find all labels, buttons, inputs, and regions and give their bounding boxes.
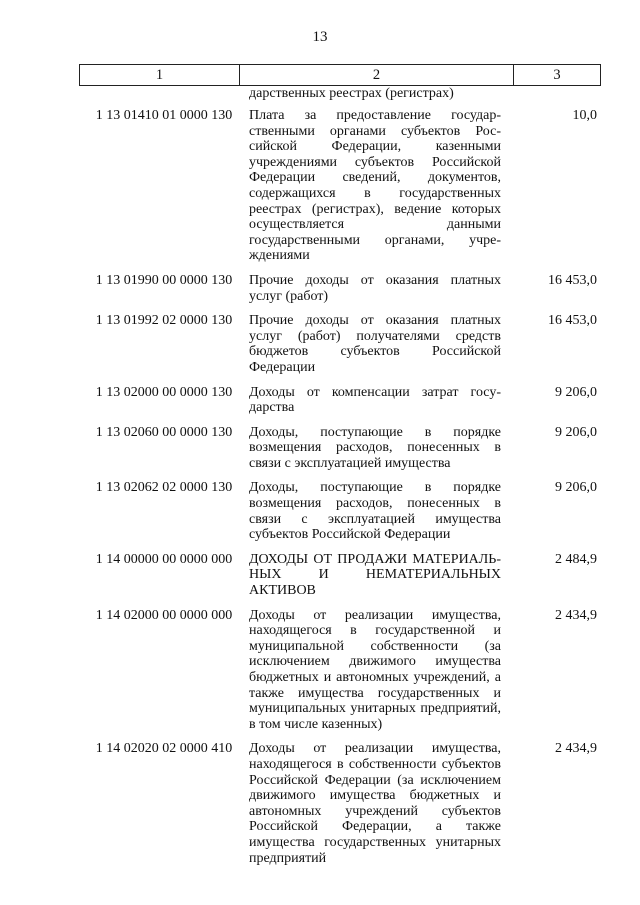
table-row (79, 385, 601, 416)
table-row (79, 741, 601, 866)
budget-code: 1 13 01990 00 0000 130 (95, 272, 233, 288)
table-row (79, 608, 601, 733)
revenue-description: Прочие доходы от оказания платных услуг (работ) (249, 272, 501, 304)
budget-code: 1 13 02000 00 0000 130 (95, 384, 233, 400)
budget-code: 1 13 02060 00 0000 130 (95, 424, 233, 440)
revenue-description: Прочие доходы от оказания платных услуг (работ) получателями средств бюджетов субъектов Российской Федерации (249, 313, 501, 375)
continued-description-text: дарственных реестрах (регистрах) (249, 86, 454, 101)
revenue-amount: 16 453,0 (548, 272, 597, 288)
revenue-amount: 10,0 (572, 108, 597, 123)
revenue-table-body (79, 108, 601, 875)
column-header-2: 2 (240, 65, 514, 85)
column-header-1: 1 (80, 65, 240, 85)
budget-code: 1 14 00000 00 0000 000 (95, 551, 233, 567)
column-header-3: 3 (553, 67, 561, 83)
table-row (79, 552, 601, 599)
revenue-amount: 16 453,0 (548, 313, 597, 329)
table-row (79, 273, 601, 304)
budget-code: 1 13 01410 01 0000 130 (95, 108, 233, 123)
revenue-description: Доходы, поступающие в порядке возмещения расходов, понесенных в связи с эксплуатацией имущества (249, 424, 501, 471)
revenue-description: Доходы, поступающие в порядке возмещения расходов, понесенных в связи с эксплуатацией имущества субъектов Российской Федерации (249, 480, 501, 543)
page-number: 13 (312, 29, 328, 45)
revenue-description: Доходы от компенсации затрат государства (249, 384, 501, 416)
table-row (79, 480, 601, 542)
revenue-description: ДОХОДЫ ОТ ПРОДАЖИ МАТЕРИАЛЬНЫХ И НЕМАТЕРИАЛЬНЫХ АКТИВОВ (249, 551, 501, 599)
revenue-amount: 9 206,0 (555, 424, 597, 440)
table-row (79, 425, 601, 472)
revenue-description: Доходы от реализации имущества, находящегося в собственности субъектов Российской Федерации (за исключением движимого имущества бюджетных и автономных учреждений субъектов Российской Федерации, а также имущества государственных унитарных предприятий (249, 741, 501, 866)
budget-code: 1 14 02000 00 0000 000 (95, 607, 233, 623)
revenue-amount: 2 484,9 (555, 551, 597, 567)
revenue-amount: 9 206,0 (555, 384, 597, 400)
revenue-amount: 2 434,9 (555, 741, 597, 757)
budget-code: 1 14 02020 02 0000 410 (95, 741, 233, 757)
budget-code: 1 13 02062 02 0000 130 (95, 480, 233, 496)
table-row (79, 108, 601, 264)
revenue-description: Плата за предоставление государственными органами субъектов Российской Федерации, казенными учреждениями субъектов Российской Федерации сведений, документов, содержащихся в государственных реестрах (регистрах), ведение которых осуществляется данными государственными органами, учреждениями (249, 108, 501, 264)
table-header (79, 64, 601, 86)
revenue-description: Доходы от реализации имущества, находящегося в государственной и муниципальной собственности (за исключением движимого имущества бюджетных и автономных учреждений, а также имущества государственных и муниципальных унитарных предприятий, в том числе казенных) (249, 607, 501, 732)
revenue-amount: 9 206,0 (555, 480, 597, 496)
revenue-amount: 2 434,9 (555, 607, 597, 623)
table-row (79, 313, 601, 375)
budget-code: 1 13 01992 02 0000 130 (95, 313, 233, 329)
